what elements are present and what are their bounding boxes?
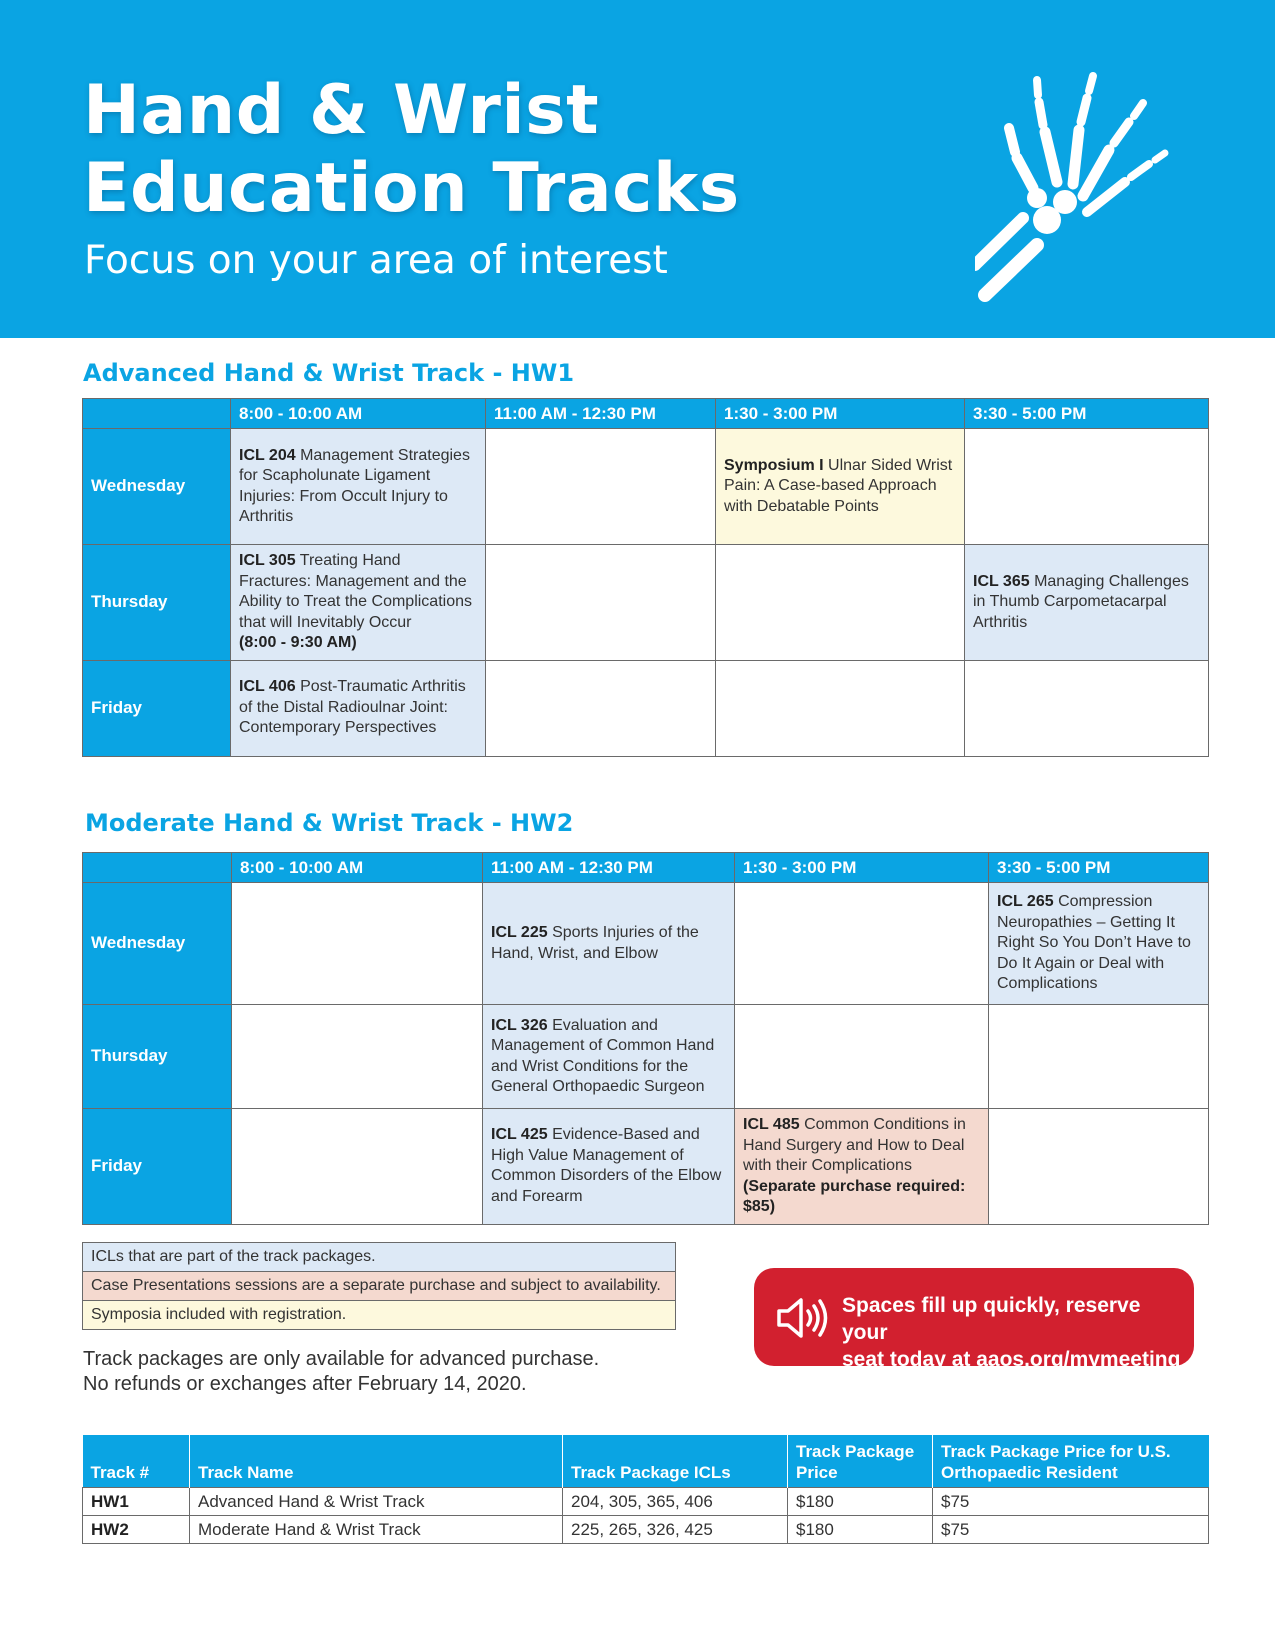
time-slot: 3:30 - 5:00 PM	[965, 399, 1209, 429]
schedule-row	[83, 1005, 1209, 1109]
session-cell	[716, 429, 965, 545]
corner-cell	[83, 853, 232, 883]
empty-cell	[989, 1005, 1209, 1109]
schedule-row	[83, 429, 1209, 545]
time-slot: 8:00 - 10:00 AM	[232, 853, 483, 883]
empty-cell	[486, 660, 716, 756]
empty-cell	[965, 429, 1209, 545]
legend-case-presentations: Case Presentations sessions are a separate purchase and subject to availability.	[83, 1272, 675, 1301]
track-price: $180	[788, 1516, 933, 1544]
session-title: Managing Challenges in Thumb Carpometacarpal Arthritis	[973, 572, 1189, 631]
column-header: Track Package Price for U.S. Orthopaedic Resident	[933, 1435, 1209, 1488]
session-code: ICL 204	[239, 446, 296, 464]
corner-cell	[83, 399, 231, 429]
session-cell	[483, 1109, 735, 1225]
callout-line-2: seat today at aaos.org/mymeeting	[842, 1348, 1181, 1371]
empty-cell	[716, 660, 965, 756]
session-title: Evaluation and Management of Common Hand and Wrist Conditions for the General Orthopaedic Surgeon	[491, 1016, 715, 1095]
time-slot: 3:30 - 5:00 PM	[989, 853, 1209, 883]
track1-header-row	[83, 399, 1209, 429]
resident-price: $75	[933, 1516, 1209, 1544]
session-title: Compression Neuropathies – Getting It Right So You Don’t Have to Do It Again or Deal with Complications	[997, 893, 1191, 993]
session-code: ICL 225	[491, 924, 548, 941]
empty-cell	[486, 429, 716, 545]
track-price: $180	[788, 1488, 933, 1516]
day-label: Thursday	[83, 545, 231, 661]
empty-cell	[716, 545, 965, 661]
session-cell	[231, 660, 486, 756]
table-row	[83, 1516, 1209, 1544]
empty-cell	[735, 1005, 989, 1109]
title-line-2: Education Tracks	[83, 149, 740, 228]
session-title: Treating Hand Fractures: Management and the Ability to Treat the Complications that will Inevitably Occur	[239, 552, 472, 631]
column-header: Track #	[83, 1435, 190, 1488]
track-number: HW1	[83, 1488, 190, 1516]
track1-schedule	[82, 398, 1208, 752]
resident-price: $75	[933, 1488, 1209, 1516]
title-line-1: Hand & Wrist	[83, 71, 600, 150]
column-header: Track Name	[190, 1435, 563, 1488]
empty-cell	[735, 883, 989, 1005]
empty-cell	[989, 1109, 1209, 1225]
session-title: Management Strategies for Scapholunate Ligament Injuries: From Occult Injury to Arthritis	[239, 446, 470, 525]
purchase-note	[83, 1347, 599, 1397]
empty-cell	[486, 545, 716, 661]
column-header: Track Package Price	[788, 1435, 933, 1488]
session-title: Ulnar Sided Wrist Pain: A Case-based Approach with Debatable Points	[724, 456, 953, 515]
purchase-note-line-2: No refunds or exchanges after February 14, 2020.	[83, 1373, 527, 1395]
track-number: HW2	[83, 1516, 190, 1544]
session-code: ICL 305	[239, 552, 296, 569]
empty-cell	[965, 660, 1209, 756]
schedule-row	[83, 883, 1209, 1005]
session-title: Post-Traumatic Arthritis of the Distal Radioulnar Joint: Contemporary Perspectives	[239, 678, 466, 737]
track-name: Moderate Hand & Wrist Track	[190, 1516, 563, 1544]
session-cell	[483, 883, 735, 1005]
track-icls: 204, 305, 365, 406	[563, 1488, 788, 1516]
schedule-row	[83, 545, 1209, 661]
package-header-row	[83, 1435, 1209, 1488]
session-code: ICL 265	[997, 893, 1054, 911]
session-code: ICL 365	[973, 572, 1030, 590]
session-title: Common Conditions in Hand Surgery and How to Deal with their Complications	[743, 1116, 966, 1174]
session-note: (Separate purchase required: $85)	[743, 1177, 966, 1215]
skeletal-hand-icon	[975, 70, 1225, 310]
time-slot: 1:30 - 3:00 PM	[716, 399, 965, 429]
legend-icl: ICLs that are part of the track packages.	[83, 1243, 675, 1272]
time-slot: 11:00 AM - 12:30 PM	[486, 399, 716, 429]
empty-cell	[232, 1005, 483, 1109]
track-name: Advanced Hand & Wrist Track	[190, 1488, 563, 1516]
track2-title: Moderate Hand & Wrist Track - HW2	[85, 809, 574, 837]
schedule-row	[83, 1109, 1209, 1225]
session-title: Sports Injuries of the Hand, Wrist, and Elbow	[491, 924, 699, 962]
track2-header-row	[83, 853, 1209, 883]
session-code: ICL 406	[239, 678, 296, 696]
session-cell	[231, 429, 486, 545]
day-label: Thursday	[83, 1005, 232, 1109]
day-label: Wednesday	[83, 429, 231, 545]
color-legend	[82, 1242, 676, 1330]
day-label: Wednesday	[83, 883, 232, 1005]
time-slot: 11:00 AM - 12:30 PM	[483, 853, 735, 883]
schedule-row	[83, 660, 1209, 756]
page-title	[83, 72, 740, 228]
session-cell	[735, 1109, 989, 1225]
session-code: ICL 485	[743, 1116, 800, 1133]
empty-cell	[232, 1109, 483, 1225]
session-note: (8:00 - 9:30 AM)	[239, 634, 357, 651]
legend-symposia: Symposia included with registration.	[83, 1301, 675, 1329]
session-code: Symposium I	[724, 456, 824, 474]
table-row	[83, 1488, 1209, 1516]
package-table	[82, 1435, 1208, 1544]
time-slot: 8:00 - 10:00 AM	[231, 399, 486, 429]
reserve-callout	[754, 1268, 1194, 1371]
day-label: Friday	[83, 1109, 232, 1225]
track-icls: 225, 265, 326, 425	[563, 1516, 788, 1544]
track2-schedule	[82, 852, 1208, 1215]
session-code: ICL 425	[491, 1126, 548, 1144]
speaker-icon	[776, 1296, 830, 1340]
session-cell	[231, 545, 486, 661]
header-banner	[0, 0, 1275, 338]
empty-cell	[232, 883, 483, 1005]
purchase-note-line-1: Track packages are only available for advanced purchase.	[83, 1348, 600, 1370]
day-label: Friday	[83, 660, 231, 756]
callout-line-1: Spaces fill up quickly, reserve your	[842, 1294, 1141, 1344]
time-slot: 1:30 - 3:00 PM	[735, 853, 989, 883]
callout-text	[842, 1292, 1182, 1373]
session-cell	[483, 1005, 735, 1109]
session-cell	[965, 545, 1209, 661]
track1-title: Advanced Hand & Wrist Track - HW1	[83, 359, 575, 387]
session-code: ICL 326	[491, 1016, 548, 1034]
column-header: Track Package ICLs	[563, 1435, 788, 1488]
session-cell	[989, 883, 1209, 1005]
session-title: Evidence-Based and High Value Management of Common Disorders of the Elbow and Forearm	[491, 1126, 722, 1205]
page-subtitle: Focus on your area of interest	[84, 238, 668, 283]
